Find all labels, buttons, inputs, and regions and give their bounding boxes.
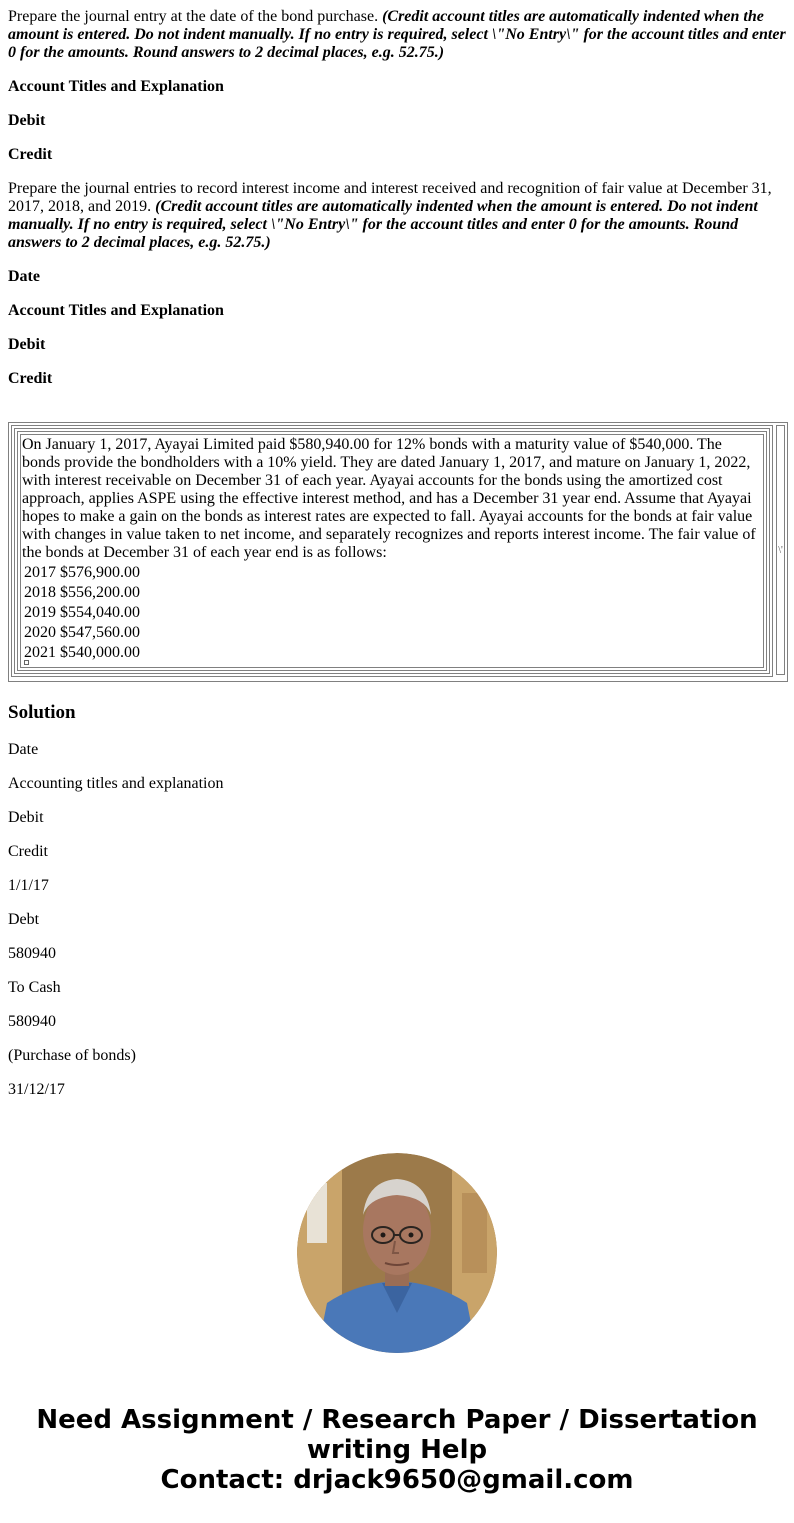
footer-line-1: Need Assignment / Research Paper / Dissertation [36,1405,758,1435]
part2-instructions: (Credit account titles are automatically indented when the amount is entered. Do not indent manually. If no entry is required, select \"No Entry\" for the account titles and enter 0 for the amounts. Round answers to 2 decimal places, e.g. 52.75.) [8,198,758,251]
table-row [23,644,141,662]
part2-col-credit: Credit [8,370,53,387]
part1-col-account: Account Titles and Explanation [8,78,224,95]
solution-line: Date [8,741,39,758]
fair-value-cell: 2017 $576,900.00 [24,564,140,581]
part2-intro: Prepare the journal entries to record interest income and interest received and recognition of fair value at December 31, 2017, 2018, and 2019. [8,180,772,215]
fair-value-table [21,562,143,664]
problem-frame-core [17,431,767,671]
part2-col-account: Account Titles and Explanation [8,302,224,319]
document-body [8,8,786,1115]
solution-line: 580940 [8,1013,56,1030]
solution-line: Debt [8,911,40,928]
promo-footer [0,1405,794,1495]
table-row [23,604,141,622]
footer-line-2: writing Help [306,1435,488,1465]
table-row [23,624,141,642]
solution-line: 1/1/17 [8,877,49,894]
part2-col-debit: Debit [8,336,46,353]
avatar-portrait [297,1153,497,1353]
fair-value-cell: 2019 $554,040.00 [24,604,140,621]
part1-prompt [8,8,786,62]
solution-heading: Solution [8,702,76,723]
part1-intro: Prepare the journal entry at the date of the bond purchase. [8,8,379,25]
solution-line: Credit [8,843,48,860]
part1-instructions: (Credit account titles are automatically indented when the amount is entered. Do not indent manually. If no entry is required, select \"No Entry\" for the account titles and enter 0 for the amounts. Round answers to 2 decimal places, e.g. 52.75.) [8,8,786,61]
solution-line: 31/12/17 [8,1081,65,1098]
problem-text: On January 1, 2017, Ayayai Limited paid $580,940.00 for 12% bonds with a maturity value of $540,000. The bonds provide the bondholders with a 10% yield. They are dated January 1, 2017, and mature on January 1, 2022, with interest receivable on December 31 of each year. Ayayai accounts for the bonds using the amortized cost approach, applies ASPE using the effective interest method, and has a December 31 year end. Assume that Ayayai hopes to make a gain on the bonds as interest rates are expected to fall. Ayayai accounts for the bonds at fair value with changes in value taken to net income, and separately recognizes and reports interest income. The fair value of the bonds at December 31 of each year end is as follows: [22,436,756,561]
part2-col-date: Date [8,268,40,285]
part2-prompt [8,180,786,252]
solution-section [8,702,786,1099]
problem-frame [11,425,773,677]
table-row [23,584,141,602]
solution-line: Debit [8,809,44,826]
spacer [8,388,786,422]
fair-value-cell: 2018 $556,200.00 [24,584,140,601]
fair-value-cell: 2021 $540,000.00 [24,644,140,661]
solution-line: Accounting titles and explanation [8,775,224,792]
part1-col-credit: Credit [8,146,53,163]
author-avatar [297,1153,497,1353]
fair-value-cell: 2020 $547,560.00 [24,624,140,641]
solution-line: 580940 [8,945,56,962]
problem-content [20,434,764,668]
side-cell: \' [776,425,785,675]
footer-contact: Contact: drjack9650@gmail.com [160,1465,634,1495]
table-row [23,564,141,582]
broken-image-icon [24,660,29,665]
problem-box [8,422,788,682]
part1-col-debit: Debit [8,112,46,129]
solution-line: To Cash [8,979,61,996]
solution-line: (Purchase of bonds) [8,1047,136,1064]
problem-frame-inner [14,428,770,674]
